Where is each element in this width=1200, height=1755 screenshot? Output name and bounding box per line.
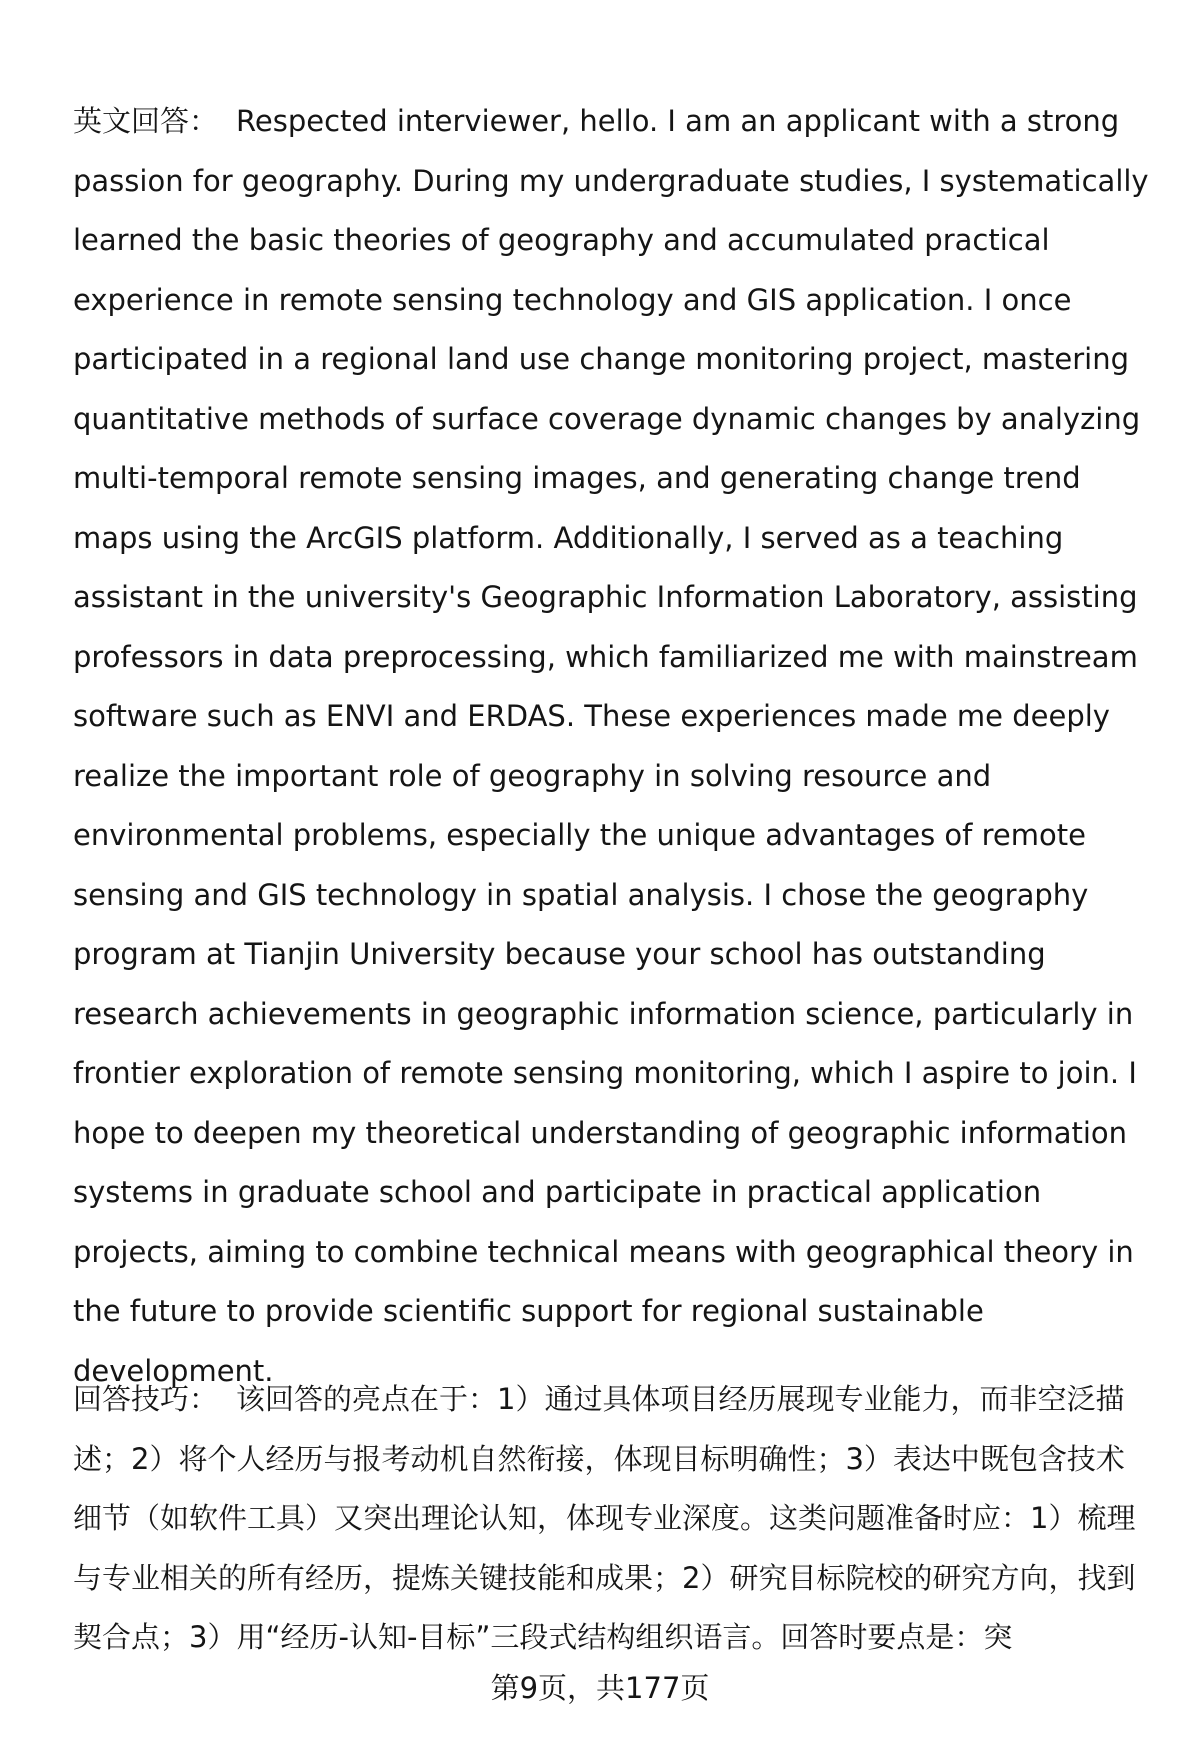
answer-tips-text: 该回答的亮点在于：1）通过具体项目经历展现专业能力，而非空泛描述；2）将个人经历与报考动机自然衔接，体现目标明确性；3）表达中既包含技术细节（如软件工具）又突出理论认知，体现专业深度。这类问题准备时应：1）梳理与专业相关的所有经历，提炼关键技能和成果；2）研究目标院校的研究方向，找到契合点；3）用“经历-认知-目标”三段式结构组织语言。回答时要点是：突 xyxy=(73,1382,1136,1654)
english-answer-paragraph xyxy=(73,92,1153,1401)
page-number-footer: 第9页，共177页 xyxy=(490,1671,710,1705)
answer-tips-paragraph xyxy=(73,1370,1153,1668)
answer-tips-label: 回答技巧： xyxy=(73,1382,219,1416)
english-answer-text: Respected interviewer, hello. I am an applicant with a strong passion for geography. During my undergraduate studies, I systematically learned the basic theories of geography and accumulated practical experience in remote sensing technology and GIS application. I once participated in a regional land use change monitoring project, mastering quantitative methods of surface coverage dynamic changes by analyzing multi-temporal remote sensing images, and generating change trend maps using the ArcGIS platform. Additionally, I served as a teaching assistant in the university's Geographic Information Laboratory, assisting professors in data preprocessing, which familiarized me with mainstream software such as ENVI and ERDAS. These experiences made me deeply realize the important role of geography in solving resource and environmental problems, especially the unique advantages of remote sensing and GIS technology in spatial analysis. I chose the geography program at Tianjin University because your school has outstanding research achievements in geographic information science, particularly in frontier exploration of remote sensing monitoring, which I aspire to join. I hope to deepen my theoretical understanding of geographic information systems in graduate school and participate in practical application projects, aiming to combine technical means with geographical theory in the future to provide scientific support for regional sustainable development. xyxy=(73,104,1149,1388)
english-answer-label: 英文回答： xyxy=(73,104,219,138)
